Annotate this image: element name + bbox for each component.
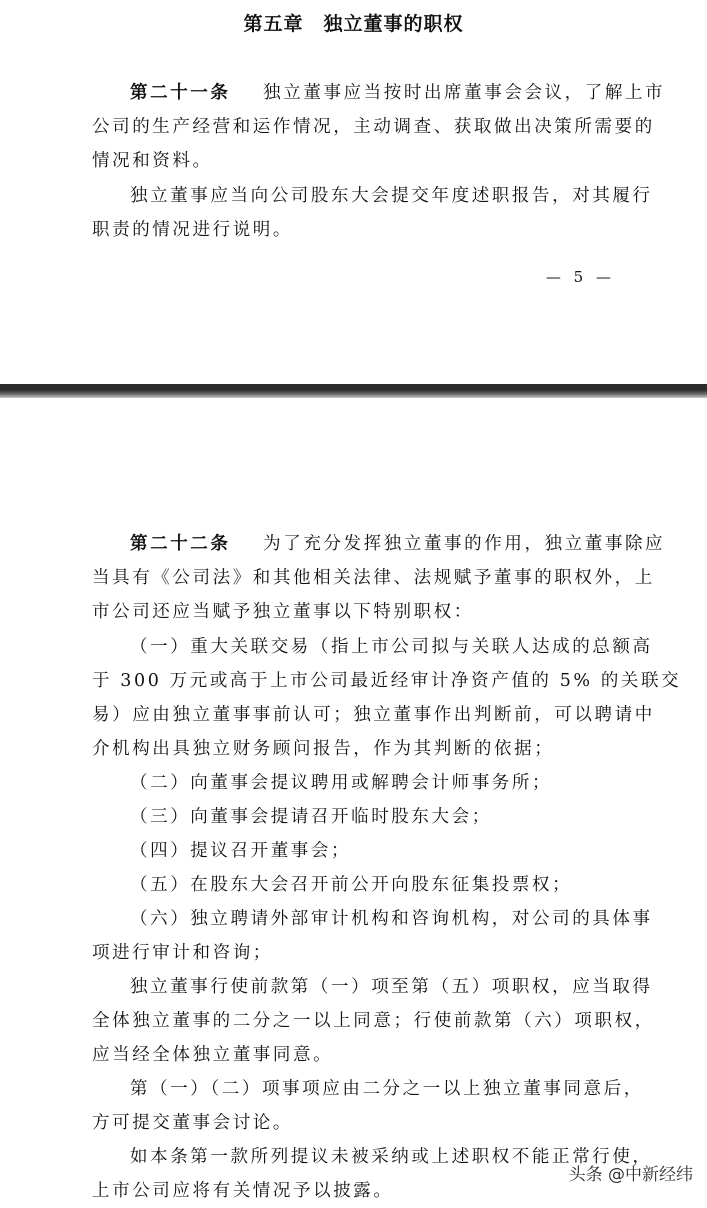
article-21-text-1: 独立董事应当按时出席董事会会议，了解上市: [263, 83, 666, 103]
consent-line-3: 应当经全体独立董事同意。: [92, 1045, 334, 1065]
item-1-line-4: 介机构出具独立财务顾问报告，作为其判断的依据；: [92, 739, 555, 759]
item-4-paragraph: [92, 834, 612, 868]
disclosure-line-1: 如本条第一款所列提议未被采纳或上述职权不能正常行使，: [130, 1147, 653, 1167]
article-21-number: 第二十一条: [130, 83, 231, 103]
article-21-line-3: 情况和资料。: [92, 151, 213, 171]
item-5-paragraph: [92, 868, 612, 902]
approval-line-1: 第（一）（二）项事项应由二分之一以上独立董事同意后，: [130, 1079, 644, 1099]
item-6-paragraph: [92, 902, 653, 970]
document-page-bottom: [0, 398, 707, 1203]
item-6-line-2: 项进行审计和咨询；: [92, 943, 273, 963]
article-22-line-2: 当具有《公司法》和其他相关法律、法规赋予董事的职权外，上: [92, 568, 655, 588]
item-2-line: （二）向董事会提议聘用或解聘会计师事务所；: [130, 773, 553, 793]
article-21-line-2: 公司的生产经营和运作情况，主动调查、获取做出决策所需要的: [92, 117, 655, 137]
source-watermark: 头条 @中新经纬: [568, 1165, 693, 1185]
item-4-line: （四）提议召开董事会；: [130, 841, 352, 861]
consent-line-2: 全体独立董事的二分之一以上同意；行使前款第（六）项职权，: [92, 1011, 655, 1031]
page-separator: [0, 384, 707, 398]
report-paragraph: [92, 179, 653, 247]
consent-line-1: 独立董事行使前款第（一）项至第（五）项职权，应当取得: [130, 977, 653, 997]
article-22-line-3: 市公司还应当赋予独立董事以下特别职权：: [92, 602, 474, 622]
article-21-line-1: [92, 76, 666, 110]
item-1-line-3: 易）应由独立董事事前认可；独立董事作出判断前，可以聘请中: [92, 705, 655, 725]
item-3-paragraph: [92, 800, 612, 834]
document-page-top: [0, 0, 707, 384]
disclosure-line-2: 上市公司应将有关情况予以披露。: [92, 1181, 394, 1201]
article-22-line-1: [92, 527, 666, 561]
item-3-line: （三）向董事会提请召开临时股东大会；: [130, 807, 492, 827]
item-5-line: （五）在股东大会召开前公开向股东征集投票权；: [130, 875, 573, 895]
article-21-paragraph: [92, 76, 666, 178]
item-1-paragraph: [92, 630, 682, 766]
report-line-2: 职责的情况进行说明。: [92, 220, 293, 240]
approval-line-2: 方可提交董事会讨论。: [92, 1113, 293, 1133]
approval-paragraph: [92, 1072, 644, 1140]
consent-paragraph: [92, 970, 655, 1072]
item-1-line-1: （一）重大关联交易（指上市公司拟与关联人达成的总额高: [130, 637, 653, 657]
page-number: — 5 —: [545, 268, 615, 286]
report-line-1: 独立董事应当向公司股东大会提交年度述职报告，对其履行: [130, 186, 653, 206]
article-22-paragraph: [92, 527, 666, 629]
article-22-number: 第二十二条: [130, 534, 231, 554]
article-22-text-1: 为了充分发挥独立董事的作用，独立董事除应: [263, 534, 666, 554]
chapter-title: 第五章 独立董事的职权: [243, 13, 464, 35]
item-1-line-2: 于 300 万元或高于上市公司最近经审计净资产值的 5% 的关联交: [92, 671, 682, 691]
item-6-line-1: （六）独立聘请外部审计机构和咨询机构，对公司的具体事: [130, 909, 653, 929]
item-2-paragraph: [92, 766, 612, 800]
